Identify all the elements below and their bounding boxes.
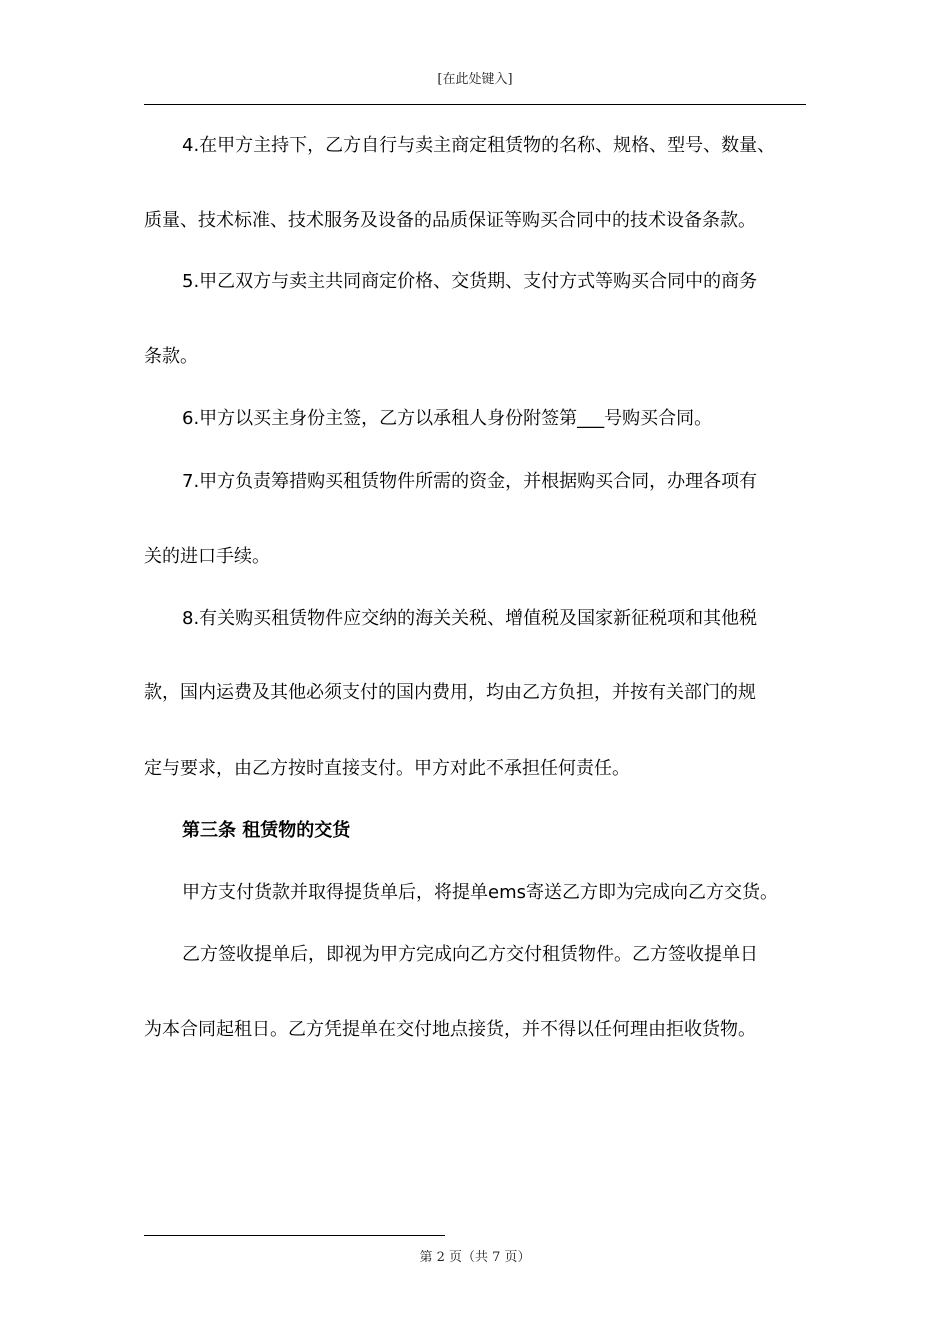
clause-8-line-1: 8.有关购买租赁物件应交纳的海关关税、增值税及国家新征税项和其他税 [182, 608, 758, 629]
clause-4-line-1: 4.在甲方主持下，乙方自行与卖主商定租赁物的名称、规格、型号、数量、 [182, 135, 776, 156]
article-3-para-2-line-2: 为本合同起租日。乙方凭提单在交付地点接货，并不得以任何理由拒收货物。 [144, 1019, 756, 1040]
clause-4-line-2: 质量、技术标准、技术服务及设备的品质保证等购买合同中的技术设备条款。 [144, 210, 756, 231]
article-3-para-2-line-1: 乙方签收提单后，即视为甲方完成向乙方交付租赁物件。乙方签收提单日 [182, 944, 758, 965]
clause-5-line-2: 条款。 [144, 346, 198, 367]
article-3-para-1: 甲方支付货款并取得提货单后，将提单ems寄送乙方即为完成向乙方交货。 [182, 882, 778, 903]
header-rule [144, 104, 806, 105]
clause-7-line-2: 关的进口手续。 [144, 546, 270, 567]
footer-rule [144, 1235, 445, 1236]
clause-6-line-1: 6.甲方以买主身份主签，乙方以承租人身份附签第___号购买合同。 [182, 408, 713, 429]
page-header: [在此处键入] [437, 72, 513, 87]
page-number: 第 2 页（共 7 页） [419, 1250, 531, 1265]
clause-8-line-3: 定与要求，由乙方按时直接支付。甲方对此不承担任何责任。 [144, 758, 630, 779]
clause-8-line-2: 款，国内运费及其他必须支付的国内费用，均由乙方负担，并按有关部门的规 [144, 682, 756, 703]
clause-7-line-1: 7.甲方负责筹措购买租赁物件所需的资金，并根据购买合同，办理各项有 [182, 471, 758, 492]
clause-5-line-1: 5.甲乙双方与卖主共同商定价格、交货期、支付方式等购买合同中的商务 [182, 271, 758, 292]
article-3-heading: 第三条 租赁物的交货 [182, 820, 351, 841]
